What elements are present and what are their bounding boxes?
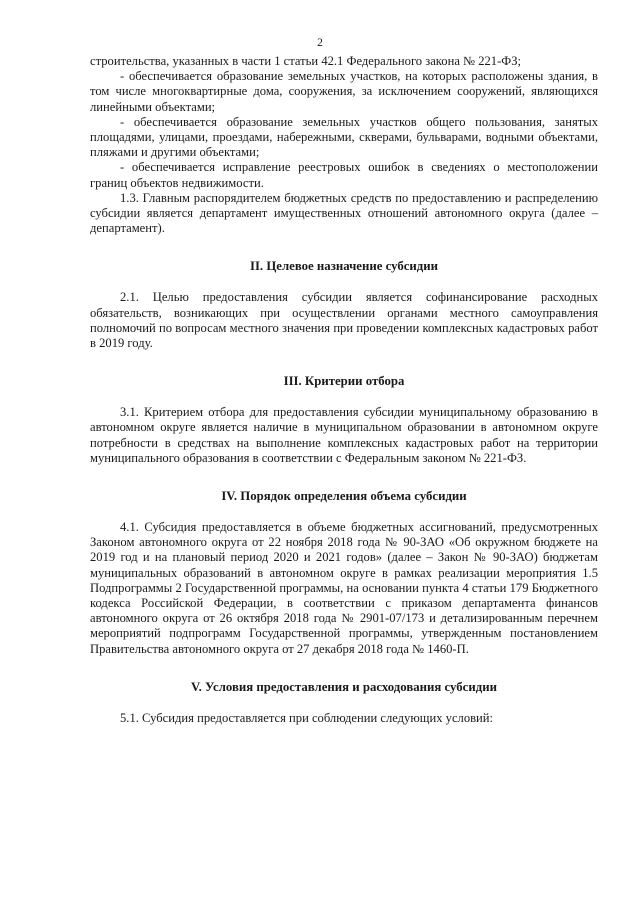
intro-continuation: строительства, указанных в части 1 статьи 42.1 Федерального закона № 221-ФЗ;: [90, 54, 522, 68]
section-heading: V. Условия предоставления и расходования субсидии: [191, 679, 497, 694]
section-heading: IV. Порядок определения объема субсидии: [221, 489, 467, 504]
paragraph-4-1: 4.1. Субсидия предоставляется в объеме бюджетных ассигнований, предусмотренных Законом автономного округа от 22 ноября 2018 года № 90-ЗАО «Об окружном бюджете на 2019 год и на плановый период 2020 и 2021 годов» (далее – Закон № 90-ЗАО) бюджетам муниципальных образований в автономном округе в рамках реализации мероприятия 1.5 Подпрограммы 2 Государственной программы, на основании пункта 4 статьи 179 Бюджетного кодекса Российской Федерации, в соответствии с приказом департамента финансов автономного округа от 26 октября 2018 года № 2901-07/173 и детализированным перечнем мероприятий подпрограмм Государственной программы, утвержденным постановлением Правительства автономного округа от 27 декабря 2018 года № 1460-П.: [90, 520, 598, 656]
section-heading: II. Целевое назначение субсидии: [249, 259, 439, 274]
page-number: 2: [317, 37, 323, 49]
paragraph-3-1: 3.1. Критерием отбора для предоставления субсидии муниципальному образованию в автономном округе является наличие в муниципальном образовании в автономном округе потребности в средствах на выполнение комплексных кадастровых работ на территории муниципального образования в соответствии с Федеральным законом № 221-ФЗ.: [90, 405, 598, 465]
intro-bullet: - обеспечивается образование земельных участков общего пользования, занятых площадями, улицами, проездами, набережными, скверами, бульварами, водными объектами, пляжами и другими объектами;: [90, 114, 598, 160]
intro-bullet: - обеспечивается образование земельных участков, на которых расположены здания, в том числе многоквартирные дома, сооружения, за исключением сооружений, являющихся линейными объектами;: [90, 69, 598, 114]
paragraph-2-1: 2.1. Целью предоставления субсидии является софинансирование расходных обязательств, возникающих при осуществлении органами местного самоуправления полномочий по вопросам местного значения при проведении комплексных кадастровых работ в 2019 году.: [90, 290, 598, 351]
intro-bullet: - обеспечивается исправление реестровых ошибок в сведениях о местоположении границ объектов недвижимости.: [90, 160, 598, 190]
section-heading: III. Критерии отбора: [283, 374, 405, 389]
paragraph-5-1: 5.1. Субсидия предоставляется при соблюдении следующих условий:: [120, 710, 494, 725]
paragraph-1-3: 1.3. Главным распорядителем бюджетных средств по предоставлению и распределению субсидии является департамент имущественных отношений автономного округа (далее – департамент).: [90, 190, 598, 236]
